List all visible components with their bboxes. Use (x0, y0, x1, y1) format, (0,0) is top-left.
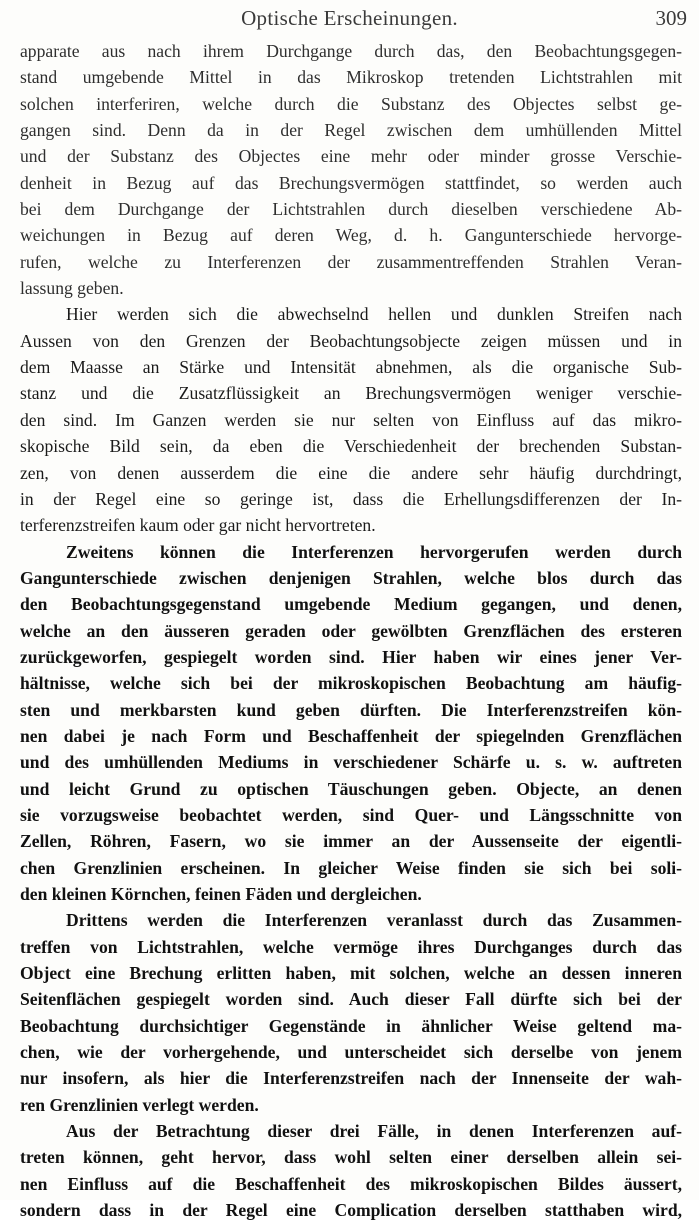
text-line: und leicht Grund zu optischen Täuschungen geben. Objecte, an denen (20, 778, 682, 799)
paragraph (20, 907, 682, 1118)
text-line: denheit in Bezug auf das Brechungsvermögen stattfindet, so werden auch (20, 172, 682, 193)
text-line: Hier werden sich die abwechselnd hellen und dunklen Streifen nach (66, 304, 682, 325)
text-line: in der Regel eine so geringe ist, dass die Erhellungsdifferenzen der In- (20, 488, 682, 509)
text-line: zurückgeworfen, gespiegelt worden sind. Hier haben wir eines jener Ver- (20, 646, 682, 667)
text-line: und der Substanz des Objectes eine mehr oder minder grosse Verschie- (20, 146, 682, 167)
text-line: Object eine Brechung erlitten haben, mit solchen, welche an dessen inneren (20, 963, 682, 984)
paragraph (20, 539, 682, 908)
running-title: Optische Erscheinungen. (241, 6, 458, 30)
text-line: weichungen in Bezug auf deren Weg, d. h. Gangunterschiede hervorge- (20, 225, 682, 246)
text-line: treten können, geht hervor, dass wohl selten einer derselben allein sei- (20, 1147, 682, 1168)
text-line: apparate aus nach ihrem Durchgange durch das, den Beobachtungsgegen- (20, 41, 682, 61)
page-number: 309 (655, 6, 687, 30)
text-line: den Beobachtungsgegenstand umgebende Medium gegangen, und denen, (20, 594, 682, 615)
text-line: sie vorzugsweise beobachtet werden, sind Quer- und Längsschnitte von (20, 804, 682, 825)
text-line: rufen, welche zu Interferenzen der zusammentreffenden Strahlen Veran- (20, 251, 682, 272)
text-line: bei dem Durchgange der Lichtstrahlen durch dieselben verschiedene Ab- (20, 199, 682, 220)
text-line: hältnisse, welche sich bei der mikroskopischen Beobachtung am häufig- (20, 673, 682, 694)
text-line: dem Maasse an Stärke und Intensität abnehmen, als die organische Sub- (20, 357, 682, 378)
text-line: den kleinen Körnchen, feinen Fäden und dergleichen. (20, 884, 422, 904)
paragraph (20, 38, 682, 301)
text-line: zen, von denen ausserdem die eine die andere sehr häufig durchdringt, (20, 462, 682, 483)
text-line: und des umhüllenden Mediums in verschiedener Schärfe u. s. w. auftreten (20, 752, 682, 773)
text-line: Drittens werden die Interferenzen veranlasst durch das Zusammen- (66, 910, 682, 931)
text-line: Seitenflächen gespiegelt worden sind. Auch dieser Fall dürfte sich bei der (20, 989, 682, 1010)
text-line: chen Grenzlinien erscheinen. In gleicher Weise finden sie sich bei soli- (20, 857, 682, 878)
text-line: den sind. Im Ganzen werden sie nur selten von Einfluss auf das mikro- (20, 409, 682, 430)
text-line: Aus der Betrachtung dieser drei Fälle, in denen Interferenzen auf- (66, 1121, 682, 1142)
text-line: stanz und die Zusatzflüssigkeit an Brechungsvermögen weniger verschie- (20, 383, 682, 404)
text-line: lassung geben. (20, 278, 124, 299)
text-line: Beobachtung durchsichtiger Gegenstände in ähnlicher Weise geltend ma- (20, 1015, 682, 1036)
text-line: chen, wie der vorhergehende, und unterscheidet sich derselbe von jenem (20, 1042, 682, 1063)
text-line: nen Einfluss auf die Beschaffenheit des mikroskopischen Bildes äussert, (20, 1173, 682, 1194)
text-line: treffen von Lichtstrahlen, welche vermöge ihres Durchganges durch das (20, 936, 682, 957)
page-header (0, 4, 699, 34)
text-line: ren Grenzlinien verlegt werden. (20, 1094, 259, 1115)
text-line: terferenzstreifen kaum oder gar nicht hervortreten. (20, 515, 376, 536)
text-line: skopische Bild sein, da eben die Verschiedenheit der brechenden Substan- (20, 436, 682, 457)
text-line: Gangunterschiede zwischen denjenigen Strahlen, welche blos durch das (20, 567, 682, 588)
paragraph (20, 301, 682, 538)
text-line: Zellen, Röhren, Fasern, wo sie immer an der Aussenseite der eigentli- (20, 831, 682, 852)
text-line: gangen sind. Denn da in der Regel zwischen dem umhüllenden Mittel (20, 120, 682, 141)
text-line: Aussen von den Grenzen der Beobachtungsobjecte zeigen müssen und in (20, 330, 682, 351)
text-line: stand umgebende Mittel in das Mikroskop tretenden Lichtstrahlen mit (20, 67, 682, 88)
text-line: Zweitens können die Interferenzen hervorgerufen werden durch (66, 541, 682, 562)
body-text (20, 38, 682, 1223)
text-line: solchen interferiren, welche durch die Substanz des Objectes selbst ge- (20, 93, 682, 114)
text-line: sondern dass in der Regel eine Complication derselben statthaben wird, (20, 1200, 682, 1221)
text-line: sten und merkbarsten kund geben dürften. Die Interferenzstreifen kön- (20, 699, 682, 720)
text-line: welche an den äusseren geraden oder gewölbten Grenzflächen des ersteren (20, 620, 682, 641)
text-line: nur insofern, als hier die Interferenzstreifen nach der Innenseite der wah- (20, 1068, 682, 1089)
paragraph (20, 1118, 682, 1223)
text-line: nen dabei je nach Form und Beschaffenheit der spiegelnden Grenzflächen (20, 725, 682, 746)
